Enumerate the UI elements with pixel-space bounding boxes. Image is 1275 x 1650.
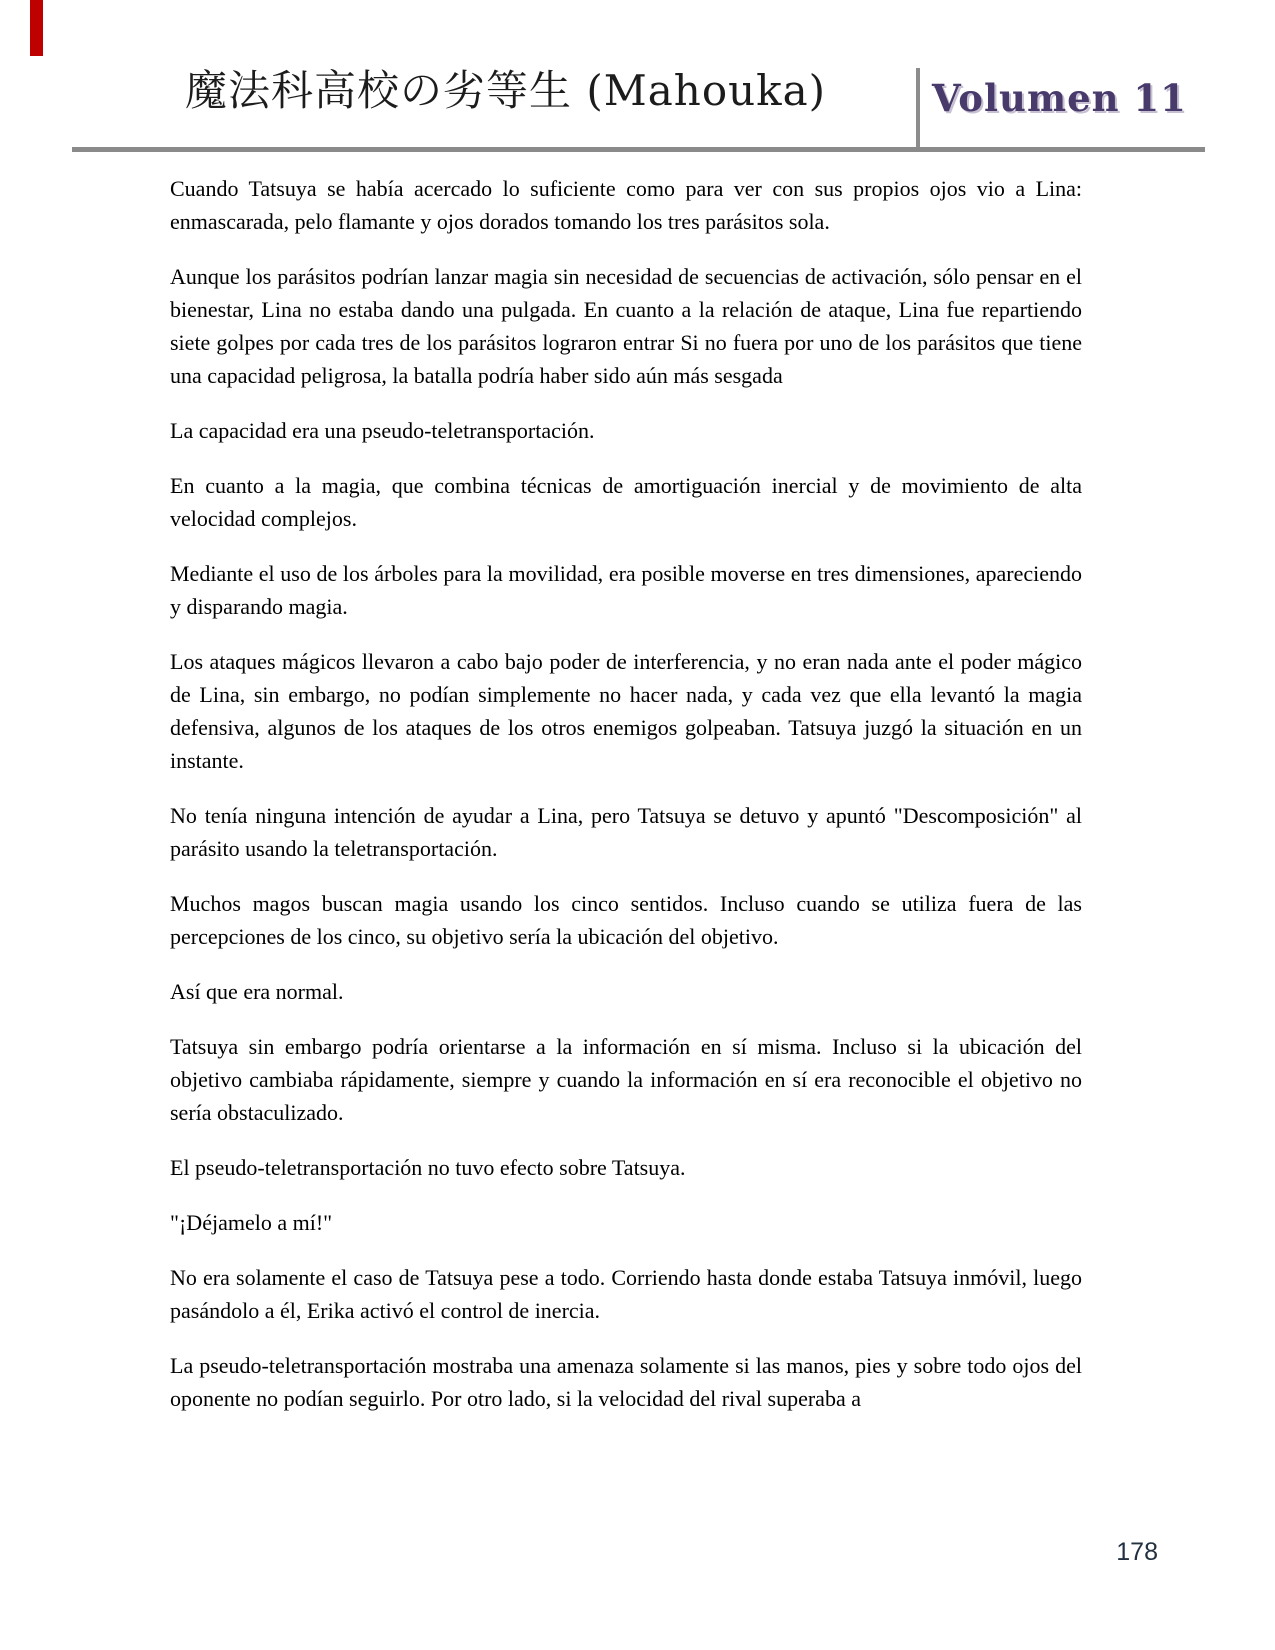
paragraph: Mediante el uso de los árboles para la movilidad, era posible moverse en tres dimensiones, apareciendo y disparando magia.: [170, 561, 1082, 619]
paragraph: No tenía ninguna intención de ayudar a Lina, pero Tatsuya se detuvo y apuntó "Descomposición" al parásito usando la teletransportación.: [170, 803, 1082, 861]
paragraph: Cuando Tatsuya se había acercado lo suficiente como para ver con sus propios ojos vio a Lina: enmascarada, pelo flamante y ojos dorados tomando los tres parásitos sola.: [170, 176, 1082, 234]
paragraph: Aunque los parásitos podrían lanzar magia sin necesidad de secuencias de activación, sólo pensar en el bienestar, Lina no estaba dando una pulgada. En cuanto a la relación de ataque, Lina fue repartiendo siete golpes por cada tres de los parásitos lograron entrar Si no fuera por uno de los parásitos que tiene una capacidad peligrosa, la batalla podría haber sido aún más sesgada: [170, 264, 1082, 388]
header-vertical-divider: [916, 68, 920, 148]
header-horizontal-rule: [72, 147, 1205, 152]
paragraph: En cuanto a la magia, que combina técnicas de amortiguación inercial y de movimiento de alta velocidad complejos.: [170, 473, 1082, 531]
paragraph: "¡Déjamelo a mí!": [170, 1210, 333, 1235]
paragraph: El pseudo-teletransportación no tuvo efecto sobre Tatsuya.: [170, 1155, 686, 1180]
document-title: [185, 66, 826, 116]
paragraph: Tatsuya sin embargo podría orientarse a la información en sí misma. Incluso si la ubicación del objetivo cambiaba rápidamente, siempre y cuando la información en sí era reconocible el objetivo no sería obstaculizado.: [170, 1034, 1082, 1125]
volume-label: Volumen 11: [932, 76, 1187, 120]
title-japanese: 魔法科高校の劣等生: [185, 66, 573, 115]
page-number: 178: [1116, 1538, 1158, 1566]
paragraph: Los ataques mágicos llevaron a cabo bajo poder de interferencia, y no eran nada ante el poder mágico de Lina, sin embargo, no podían simplemente no hacer nada, y cada vez que ella levantó la magia defensiva, algunos de los ataques de los otros enemigos golpeaban. Tatsuya juzgó la situación en un instante.: [170, 649, 1082, 773]
title-romaji-suffix: (Mahouka): [572, 66, 827, 115]
paragraph: Muchos magos buscan magia usando los cinco sentidos. Incluso cuando se utiliza fuera de las percepciones de los cinco, su objetivo sería la ubicación del objetivo.: [170, 891, 1082, 949]
paragraph: No era solamente el caso de Tatsuya pese a todo. Corriendo hasta donde estaba Tatsuya inmóvil, luego pasándolo a él, Erika activó el control de inercia.: [170, 1265, 1082, 1323]
paragraph: Así que era normal.: [170, 979, 344, 1004]
red-cursor-marker: [30, 0, 43, 56]
paragraph: La capacidad era una pseudo-teletransportación.: [170, 418, 595, 443]
body-text: [170, 172, 1082, 1437]
page-header: [72, 58, 1207, 148]
paragraph: La pseudo-teletransportación mostraba una amenaza solamente si las manos, pies y sobre todo ojos del oponente no podían seguirlo. Por otro lado, si la velocidad del rival superaba a: [170, 1353, 1082, 1411]
